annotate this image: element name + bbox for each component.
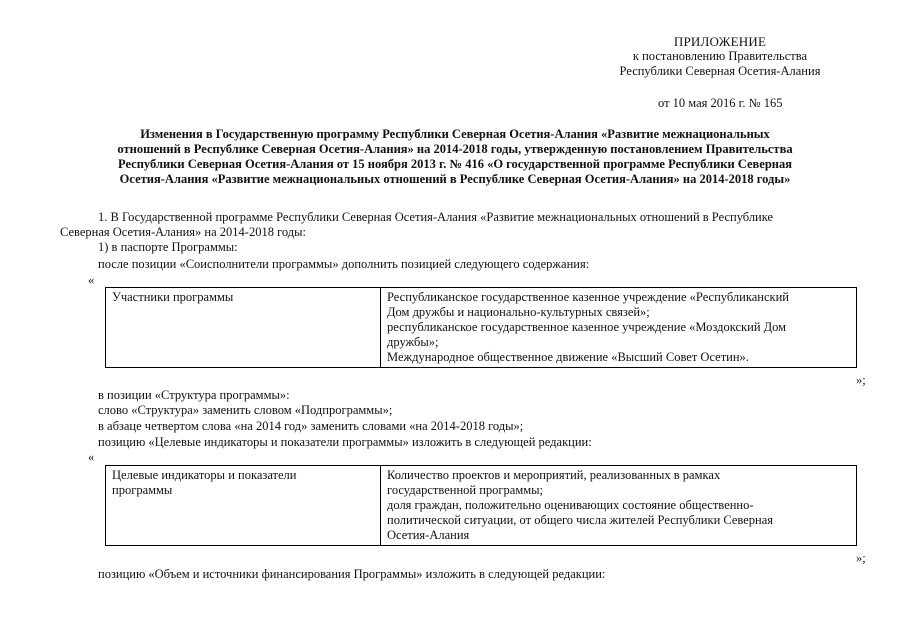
appendix-label: ПРИЛОЖЕНИЕ [673, 34, 767, 49]
table-cell-value [381, 288, 857, 368]
indicator-line: государственной программы; [387, 483, 544, 497]
indicator-line: Осетия-Алания [387, 528, 470, 542]
indicators-label-line: Целевые индикаторы и показатели [112, 468, 297, 482]
participant-line: дружбы»; [387, 335, 439, 349]
participants-table [105, 287, 857, 368]
indicator-line: доля граждан, положительно оценивающих состояние общественно- [387, 498, 754, 512]
table-cell-label [106, 288, 381, 368]
table-row [106, 288, 857, 368]
table-row [106, 466, 857, 546]
participant-line: Дом дружбы и национально-культурных связей»; [387, 305, 650, 319]
paragraph-5: слово «Структура» заменить словом «Подпрограммы»; [98, 403, 393, 417]
republic-name: Республики Северная Осетия-Алания [619, 64, 821, 78]
title-line: Изменения в Государственную программу Республики Северная Осетия-Алания «Развитие межнациональных [140, 127, 770, 141]
document-title [70, 127, 840, 187]
paragraph-1-line-1: 1. В Государственной программе Республики Северная Осетия-Алания «Развитие межнациональных отношений в Республике [98, 210, 774, 224]
title-line: Осетия-Алания «Развитие межнациональных отношений в Республике Северная Осетия-Алания» на 2014-2018 годы» [119, 172, 791, 186]
close-quote-2: »; [856, 551, 866, 565]
title-line: отношений в Республике Северная Осетия-Алания» на 2014-2018 годы, утвержденную постановлением Правительства [117, 142, 793, 156]
indicators-table [105, 465, 857, 546]
close-quote-1: »; [856, 373, 866, 387]
open-quote-2: « [88, 450, 95, 464]
paragraph-6: в абзаце четвертом слова «на 2014 год» заменить словами «на 2014-2018 годы»; [98, 419, 524, 433]
indicators-label-line: программы [112, 483, 173, 497]
table-cell-value [381, 466, 857, 546]
decree-reference: к постановлению Правительства [632, 49, 808, 63]
indicator-line: Количество проектов и мероприятий, реализованных в рамках [387, 468, 721, 482]
paragraph-8: позицию «Объем и источники финансирования Программы» изложить в следующей редакции: [98, 567, 606, 581]
participant-line: Международное общественное движение «Высший Совет Осетин». [387, 350, 749, 364]
indicator-line: политической ситуации, от общего числа жителей Республики Северная [387, 513, 774, 527]
appendix-header [590, 34, 850, 79]
participants-label: Участники программы [112, 290, 234, 304]
paragraph-4: в позиции «Структура программы»: [98, 388, 290, 402]
paragraph-2: 1) в паспорте Программы: [98, 240, 238, 254]
paragraph-7: позицию «Целевые индикаторы и показатели программы» изложить в следующей редакции: [98, 435, 592, 449]
title-line: Республики Северная Осетия-Алания от 15 ноября 2013 г. № 416 «О государственной программе Республики Северная [118, 157, 792, 171]
participant-line: Республиканское государственное казенное учреждение «Республиканский [387, 290, 789, 304]
paragraph-1-line-2: Северная Осетия-Алания» на 2014-2018 годы: [60, 225, 307, 239]
table-cell-label [106, 466, 381, 546]
decree-date-number: от 10 мая 2016 г. № 165 [658, 96, 783, 110]
open-quote-1: « [88, 273, 95, 287]
paragraph-3: после позиции «Соисполнители программы» дополнить позицией следующего содержания: [98, 257, 590, 271]
participant-line: республиканское государственное казенное учреждение «Моздокский Дом [387, 320, 787, 334]
